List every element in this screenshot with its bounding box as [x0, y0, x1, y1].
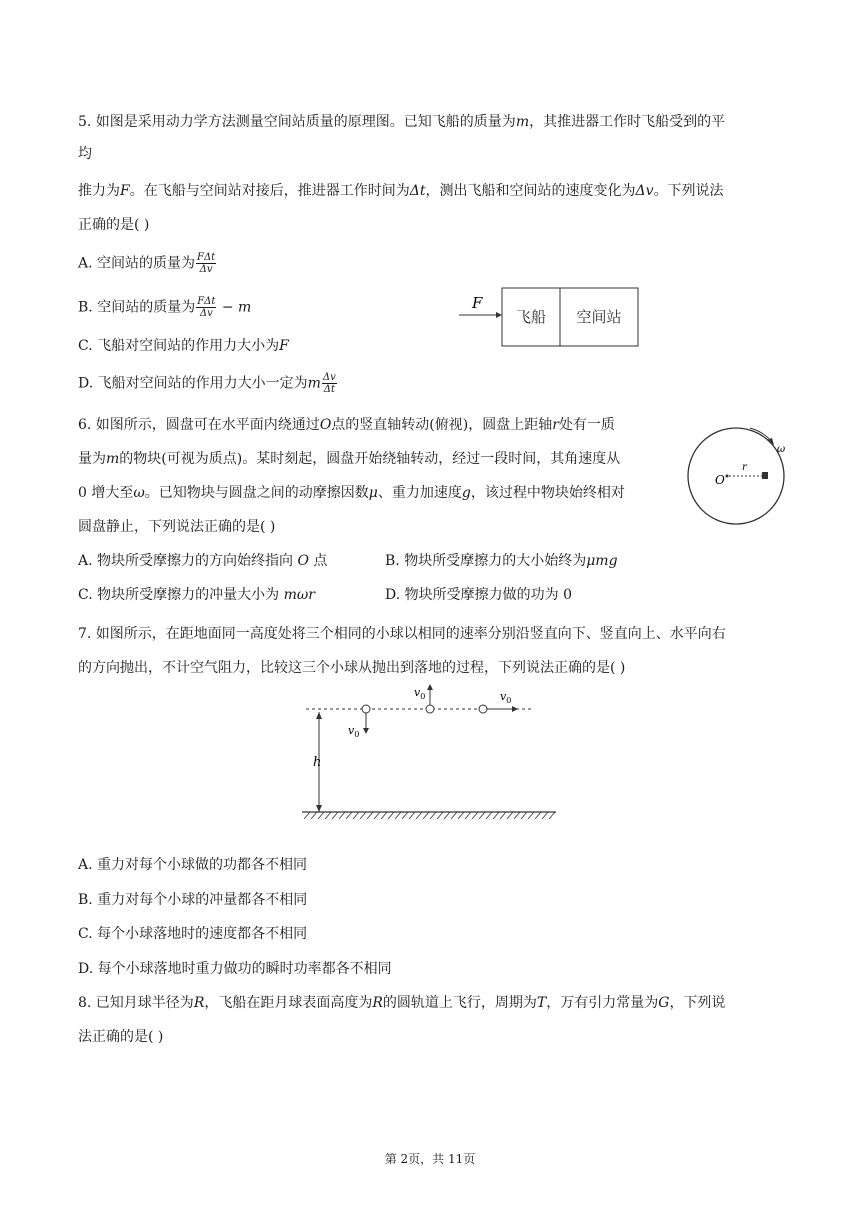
q7-option-b-text: B. 重力对每个小球的冲量都各不相同	[78, 892, 308, 908]
ball-up	[426, 705, 434, 713]
q6-stem-text: 0 增大至	[78, 485, 134, 501]
q7-option-a	[78, 855, 307, 875]
omega-label: ω	[777, 444, 786, 455]
height-arrow-bottom-icon	[316, 805, 322, 812]
q6-var-O: O	[319, 417, 332, 433]
v-symbol: v	[348, 724, 355, 737]
fraction-denominator: Δv	[199, 308, 213, 319]
q6-option-b-var: μmg	[586, 553, 618, 569]
ship-label: 飞船	[515, 308, 547, 326]
q6-figure-disc	[682, 412, 792, 528]
ball-right	[479, 705, 487, 713]
v-symbol: v	[500, 690, 507, 703]
q6-option-b-text: B. 物块所受摩擦力的大小始终为	[385, 553, 587, 569]
fraction-denominator: Δv	[199, 264, 213, 275]
page-footer: 第 2页，共 11页	[384, 1152, 476, 1166]
q5-option-b-fraction	[196, 296, 216, 319]
q8-stem-line2	[78, 1027, 163, 1047]
q8-stem-text: ，万有引力常量为	[546, 995, 659, 1011]
block-square	[762, 472, 768, 479]
q6-stem-line3	[78, 483, 625, 503]
q8-stem-text: ，飞船在距月球表面高度为	[204, 995, 373, 1011]
q7-stem-text: 7. 如图所示，在距地面同一高度处将三个相同的小球以相同的速率分别沿竖直向下、竖直向上、水平向右	[78, 626, 726, 642]
force-label: F	[472, 294, 483, 312]
q8-stem-text: ，下列说	[669, 995, 726, 1011]
q6-option-c	[78, 585, 315, 605]
q5-var-F: F	[120, 183, 130, 199]
q5-option-a	[78, 252, 217, 275]
axis-point	[726, 475, 729, 478]
q5-stem-text: 正确的是( )	[78, 217, 150, 233]
q6-option-c-text: C. 物块所受摩擦力的冲量大小为	[78, 587, 280, 603]
q5-option-d-var: m	[307, 375, 321, 392]
q7-option-a-text: A. 重力对每个小球做的功都各不相同	[78, 857, 308, 873]
q5-figure-ship-station	[455, 283, 645, 349]
q8-stem-text: 8. 已知月球半径为	[78, 995, 194, 1011]
q6-var-mu: μ	[368, 485, 378, 501]
q5-option-c	[78, 336, 289, 356]
rotation-arrowhead-icon	[767, 438, 774, 445]
force-arrowhead	[496, 312, 502, 318]
subscript-zero: 0	[506, 696, 512, 705]
q6-stem-line4	[78, 517, 275, 537]
q6-option-a-text: A. 物块所受摩擦力的方向始终指向	[78, 553, 294, 569]
q5-stem-text: 均	[78, 146, 92, 162]
height-arrow-top-icon	[316, 712, 322, 719]
velocity-up-arrow-icon	[427, 684, 433, 690]
q5-option-d	[78, 372, 338, 395]
q5-stem-text: 。下列说法	[653, 183, 724, 199]
h-label: h	[313, 755, 322, 770]
q5-option-b	[78, 296, 251, 319]
q6-stem-text: 圆盘静止，下列说法正确的是( )	[78, 519, 276, 535]
q7-option-c	[78, 924, 307, 944]
subscript-zero: 0	[420, 692, 426, 701]
q5-var-dt: Δt	[409, 183, 426, 199]
q5-stem-line2	[78, 144, 92, 164]
q7-option-d-text: D. 每个小球落地时重力做功的瞬时功率都各不相同	[78, 961, 392, 977]
q7-stem-text: 的方向抛出，不计空气阻力，比较这三个小球从抛出到落地的过程，下列说法正确的是( )	[78, 660, 626, 676]
q5-option-b-tail: − m	[217, 299, 252, 316]
q5-option-a-fraction	[196, 252, 216, 275]
q5-var-m: m	[515, 114, 530, 130]
fraction-numerator: FΔt	[197, 252, 216, 263]
velocity-right-arrow-icon	[512, 706, 518, 712]
q6-option-b	[385, 551, 618, 571]
q7-figure-three-balls	[298, 682, 560, 822]
q6-option-a-tail: 点	[313, 553, 328, 569]
q8-var-R: R	[193, 995, 205, 1011]
q8-stem-line1	[78, 993, 725, 1013]
q5-stem-text: 推力为	[78, 183, 120, 199]
q6-var-m: m	[106, 451, 120, 467]
q6-option-d	[385, 585, 572, 605]
q5-var-dv: Δv	[635, 183, 654, 199]
fraction-numerator: Δv	[322, 372, 336, 383]
q7-option-c-text: C. 每个小球落地时的速度都各不相同	[78, 926, 308, 942]
q5-option-a-text: A. 空间站的质量为	[78, 255, 196, 272]
q6-stem-line2	[78, 449, 620, 469]
q6-stem-line1	[78, 415, 615, 435]
q5-stem-text: 5. 如图是采用动力学方法测量空间站质量的原理图。已知飞船的质量为	[78, 114, 516, 130]
q6-stem-text: 。已知物块与圆盘之间的动摩擦因数	[144, 485, 369, 501]
v0-label-down	[348, 724, 359, 739]
ground-hatching	[304, 812, 555, 819]
v0-label-right	[500, 690, 511, 705]
q6-option-a	[78, 553, 327, 569]
q6-stem-text: 、重力加速度	[377, 485, 462, 501]
q5-stem-line1	[78, 112, 725, 132]
q5-option-d-text: D. 飞船对空间站的作用力大小一定为	[78, 375, 308, 392]
q5-option-c-text: C. 飞船对空间站的作用力大小为	[78, 338, 280, 354]
q6-var-g: g	[461, 485, 471, 501]
q5-option-b-text: B. 空间站的质量为	[78, 299, 196, 316]
q8-var-R: R	[372, 995, 383, 1011]
v0-label-up	[414, 686, 425, 701]
subscript-zero: 0	[354, 730, 360, 739]
fraction-numerator: FΔt	[197, 296, 216, 307]
q6-var-r: r	[552, 417, 559, 433]
q6-option-c-var: mωr	[283, 587, 315, 603]
fraction-denominator: Δt	[323, 384, 335, 395]
q8-stem-text: 的圆轨道上飞行，周期为	[382, 995, 537, 1011]
q5-stem-line3	[78, 181, 724, 201]
q8-var-T: T	[536, 995, 547, 1011]
q6-option-d-text: D. 物块所受摩擦力做的功为 0	[385, 587, 572, 603]
q5-option-d-fraction	[322, 372, 337, 395]
v-symbol: v	[414, 686, 421, 699]
q5-stem-text: 。在飞船与空间站对接后，推进器工作时间为	[129, 183, 410, 199]
q6-options-ab	[78, 551, 327, 571]
q6-stem-text: 的物块(可视为质点)。某时刻起，圆盘开始绕轴转动，经过一段时间，其角速度从	[119, 451, 621, 467]
q6-stem-text: 量为	[78, 451, 106, 467]
q5-stem-text: ，其推进器工作时飞船受到的平	[529, 114, 726, 130]
q5-stem-text: ，测出飞船和空间站的速度变化为	[425, 183, 636, 199]
r-label: r	[742, 462, 747, 473]
q8-var-G: G	[658, 995, 670, 1011]
q6-stem-text: ，该过程中物块始终相对	[470, 485, 625, 501]
q8-stem-text: 法正确的是( )	[78, 1029, 164, 1045]
q7-stem-line2	[78, 658, 625, 678]
q6-stem-text: 点的竖直轴转动(俯视)，圆盘上距轴	[331, 417, 553, 433]
velocity-down-arrow-icon	[363, 728, 369, 734]
q7-option-b	[78, 890, 307, 910]
q7-stem-line1	[78, 624, 726, 644]
q7-option-d	[78, 959, 392, 979]
q6-stem-text: 6. 如图所示，圆盘可在水平面内绕通过	[78, 417, 320, 433]
q5-stem-line4	[78, 215, 149, 235]
q5-option-c-var: F	[279, 338, 289, 354]
O-label: O	[715, 473, 725, 487]
disc-circle	[688, 428, 784, 524]
q6-option-a-var: O	[297, 553, 309, 569]
q6-var-omega: ω	[133, 485, 145, 501]
station-label: 空间站	[576, 308, 622, 326]
ball-down	[362, 705, 370, 713]
q6-stem-text: 处有一质	[558, 417, 615, 433]
